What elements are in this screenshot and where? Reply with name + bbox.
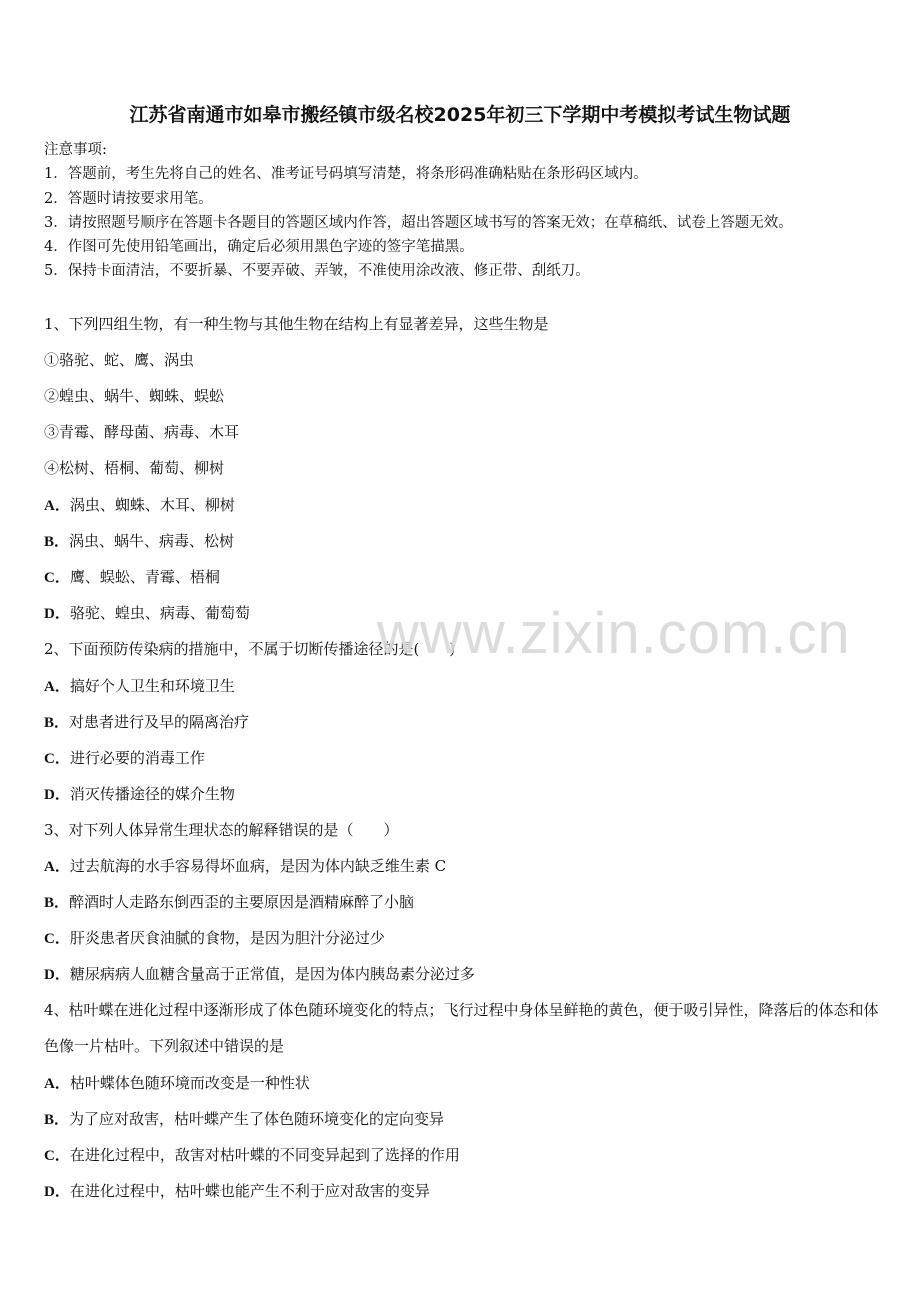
question-2-option-d: D．消灭传播途径的媒介生物 [44,785,235,803]
notice-section [44,138,894,284]
question-3-option-c: C．肝炎患者厌食油腻的食物，是因为胆汁分泌过少 [44,929,385,947]
notice-item: 5．保持卡面清洁，不要折暴、不要弄破、弄皱，不准使用涂改液、修正带、刮纸刀。 [44,263,590,280]
question-2-option-c: C．进行必要的消毒工作 [44,749,205,767]
question-2-option-a: A．搞好个人卫生和环境卫生 [44,677,235,695]
question-1-group: ③青霉、酵母菌、病毒、木耳 [44,423,240,441]
notice-item: 4．作图可先使用铅笔画出，确定后必须用黑色字迹的签字笔描黑。 [44,239,474,256]
question-4-stem: 4、枯叶蝶在进化过程中逐渐形成了体色随环境变化的特点；飞行过程中身体呈鲜艳的黄色，便于吸引异性，降落后的体态和体色像一片枯叶。下列叙述中错误的是 [44,1001,879,1055]
question-2-stem: 2、下面预防传染病的措施中，不属于切断传播途径的是( ) [44,640,456,658]
notice-item: 1．答题前，考生先将自己的姓名、准考证号码填写清楚，将条形码准确粘贴在条形码区域内。 [44,166,648,183]
question-1-option-b: B．涡虫、蜗牛、病毒、松树 [44,532,235,550]
question-3-option-d: D．糖尿病病人血糖含量高于正常值，是因为体内胰岛素分泌过多 [44,965,475,983]
question-4-option-b: B．为了应对敌害，枯叶蝶产生了体色随环境变化的定向变异 [44,1110,445,1128]
question-3-stem: 3、对下列人体异常生理状态的解释错误的是（ ） [44,821,399,839]
question-2-option-b: B．对患者进行及早的隔离治疗 [44,713,250,731]
question-4-option-a: A．枯叶蝶体色随环境而改变是一种性状 [44,1074,310,1092]
question-1-group: ①骆驼、蛇、鹰、涡虫 [44,351,195,369]
question-1-group: ②蝗虫、蜗牛、蜘蛛、蜈蚣 [44,387,225,405]
question-4-option-d: D．在进化过程中，枯叶蝶也能产生不利于应对敌害的变异 [44,1182,430,1200]
question-1-option-a: A．涡虫、蜘蛛、木耳、柳树 [44,496,235,514]
question-3-option-b: B．醉酒时人走路东倒西歪的主要原因是酒精麻醉了小脑 [44,893,415,911]
question-1-option-c: C．鹰、蜈蚣、青霉、梧桐 [44,568,220,586]
question-1-stem: 1、下列四组生物，有一种生物与其他生物在结构上有显著差异，这些生物是 [44,315,549,333]
question-1-group: ④松树、梧桐、葡萄、柳树 [44,459,225,477]
watermark: www.zixin.com.cn [377,601,851,666]
question-4-option-c: C．在进化过程中，敌害对枯叶蝶的不同变异起到了选择的作用 [44,1146,460,1164]
question-3-option-a: A．过去航海的水手容易得坏血病，是因为体内缺乏维生素 C [44,857,447,875]
question-1-option-d: D．骆驼、蝗虫、病毒、葡萄萄 [44,604,250,622]
notice-item: 3．请按照题号顺序在答题卡各题目的答题区域内作答，超出答题区域书写的答案无效；在草稿纸、试卷上答题无效。 [44,214,793,231]
notice-item: 2．答题时请按要求用笔。 [44,190,213,207]
notice-heading: 注意事项: [44,142,107,158]
page-title: 江苏省南通市如皋市搬经镇市级名校2025年初三下学期中考模拟考试生物试题 [129,104,791,126]
